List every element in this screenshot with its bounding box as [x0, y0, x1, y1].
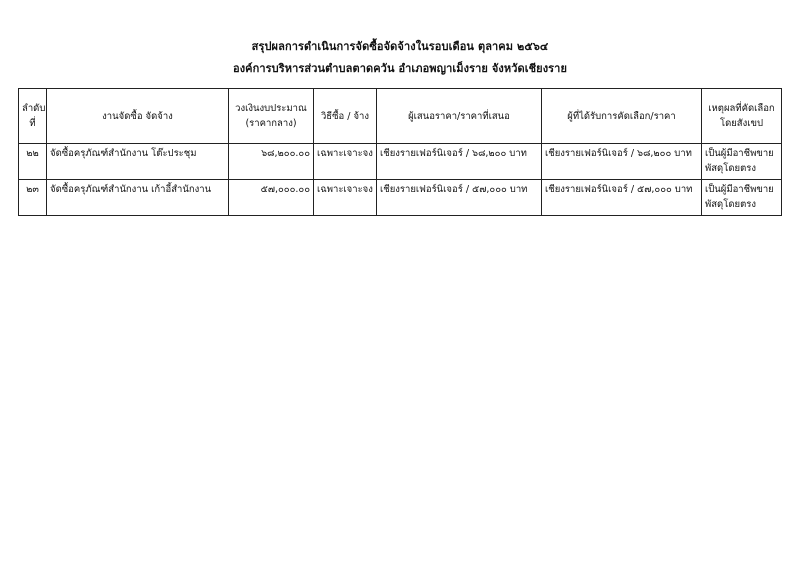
header-winner: ผู้ที่ได้รับการคัดเลือก/ราคา	[542, 89, 702, 144]
document-title: สรุปผลการดำเนินการจัดซื้อจัดจ้างในรอบเดือน ตุลาคม ๒๕๖๔	[251, 40, 549, 53]
table-row	[19, 144, 782, 180]
header-budget: วงเงินงบประมาณ (ราคากลาง)	[229, 89, 314, 144]
header-item: งานจัดซื้อ จัดจ้าง	[47, 89, 229, 144]
header-bidders: ผู้เสนอราคา/ราคาที่เสนอ	[377, 89, 542, 144]
row-number: ๒๓	[19, 180, 47, 216]
row-budget: ๕๗,๐๐๐.๐๐	[229, 180, 314, 216]
header-method: วิธีซื้อ / จ้าง	[314, 89, 377, 144]
document-subtitle: องค์การบริหารส่วนตำบลตาดควัน อำเภอพญาเม็งราย จังหวัดเชียงราย	[232, 62, 567, 75]
row-reason: เป็นผู้มีอาชีพขายพัสดุโดยตรง	[702, 144, 782, 180]
row-bidders: เชียงรายเฟอร์นิเจอร์ / ๕๗,๐๐๐ บาท	[377, 180, 542, 216]
procurement-table	[18, 88, 782, 216]
row-number: ๒๒	[19, 144, 47, 180]
header-no: ลำดับที่	[19, 89, 47, 144]
row-winner: เชียงรายเฟอร์นิเจอร์ / ๖๘,๒๐๐ บาท	[542, 144, 702, 180]
row-budget: ๖๘,๒๐๐.๐๐	[229, 144, 314, 180]
row-bidders: เชียงรายเฟอร์นิเจอร์ / ๖๘,๒๐๐ บาท	[377, 144, 542, 180]
row-item: จัดซื้อครุภัณฑ์สำนักงาน เก้าอี้สำนักงาน	[47, 180, 229, 216]
header-row	[19, 89, 782, 144]
row-reason: เป็นผู้มีอาชีพขายพัสดุโดยตรง	[702, 180, 782, 216]
header-reason: เหตุผลที่คัดเลือก โดยสังเขป	[702, 89, 782, 144]
row-method: เฉพาะเจาะจง	[314, 180, 377, 216]
row-method: เฉพาะเจาะจง	[314, 144, 377, 180]
row-item: จัดซื้อครุภัณฑ์สำนักงาน โต๊ะประชุม	[47, 144, 229, 180]
row-winner: เชียงรายเฟอร์นิเจอร์ / ๕๗,๐๐๐ บาท	[542, 180, 702, 216]
table-row	[19, 180, 782, 216]
